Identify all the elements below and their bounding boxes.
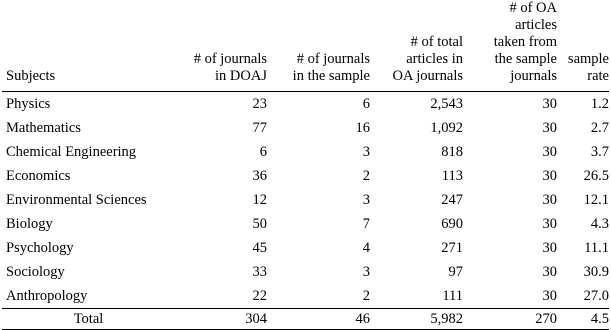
table-body	[2, 92, 609, 309]
header-line: # of total	[410, 34, 463, 50]
cell-sample-rate: 4.3	[590, 216, 609, 232]
header-row	[2, 0, 609, 92]
header-line: journals	[510, 68, 557, 84]
cell-journals-in-doaj: 50	[252, 216, 267, 232]
header-line: taken from	[493, 34, 557, 50]
cell-oa-articles-taken: 30	[542, 240, 557, 256]
cell-journals-in-doaj: 23	[252, 96, 267, 112]
cell-oa-articles-taken: 30	[542, 264, 557, 280]
table-row	[2, 92, 609, 117]
header-line: OA journals	[392, 68, 463, 84]
cell-sample-rate: 30.9	[583, 264, 609, 280]
cell-journals-in-doaj: 33	[252, 264, 267, 280]
total-sample-rate: 4.5	[557, 309, 609, 330]
cell-sample-rate: 27.0	[557, 284, 609, 309]
header-line: sample	[567, 51, 609, 67]
cell-subject: Physics	[6, 96, 51, 112]
total-journals-in-sample: 46	[267, 309, 370, 330]
table-row	[2, 116, 609, 140]
header-journals-in-doaj	[175, 0, 267, 92]
header-subjects-text: Subjects	[6, 68, 56, 84]
cell-sample-rate: 11.1	[584, 240, 609, 256]
cell-journals-in-sample: 16	[355, 120, 370, 136]
header-line: articles	[515, 17, 557, 33]
table-header	[2, 0, 609, 92]
cell-journals-in-sample: 3	[362, 264, 370, 280]
cell-journals-in-sample: 2	[267, 284, 370, 309]
cell-subject: Anthropology	[2, 284, 175, 309]
cell-journals-in-doaj: 22	[175, 284, 267, 309]
total-row	[2, 309, 609, 330]
cell-journals-in-doaj: 6	[259, 144, 267, 160]
cell-journals-in-sample: 2	[362, 168, 370, 184]
total-label: Total	[2, 309, 175, 330]
header-subjects	[2, 0, 175, 92]
header-line: in DOAJ	[215, 68, 267, 84]
cell-journals-in-doaj: 36	[252, 168, 267, 184]
cell-subject: Environmental Sciences	[6, 192, 147, 208]
cell-journals-in-doaj: 12	[252, 192, 267, 208]
cell-oa-articles-taken: 30	[463, 284, 557, 309]
cell-subject: Biology	[6, 216, 53, 232]
cell-sample-rate: 12.1	[583, 192, 609, 208]
table-row	[2, 236, 609, 260]
cell-journals-in-doaj: 45	[252, 240, 267, 256]
cell-total-articles: 271	[441, 240, 463, 256]
cell-sample-rate: 26.5	[583, 168, 609, 184]
table-footer	[2, 309, 609, 330]
header-oa-articles-taken	[463, 0, 557, 92]
header-line: articles in	[406, 51, 463, 67]
cell-total-articles: 1,092	[430, 120, 463, 136]
cell-sample-rate: 2.7	[590, 120, 609, 136]
cell-subject: Chemical Engineering	[6, 144, 137, 160]
header-line: # of journals	[193, 51, 267, 67]
header-line: rate	[587, 68, 609, 84]
cell-oa-articles-taken: 30	[542, 168, 557, 184]
cell-oa-articles-taken: 30	[542, 120, 557, 136]
cell-total-articles: 247	[441, 192, 463, 208]
header-line: # of journals	[296, 51, 370, 67]
total-journals-in-doaj: 304	[175, 309, 267, 330]
table-row	[2, 188, 609, 212]
cell-sample-rate: 3.7	[590, 144, 609, 160]
cell-oa-articles-taken: 30	[542, 216, 557, 232]
journal-sample-table	[2, 0, 609, 330]
cell-total-articles: 113	[441, 168, 463, 184]
cell-journals-in-sample: 3	[362, 192, 370, 208]
cell-oa-articles-taken: 30	[542, 192, 557, 208]
cell-sample-rate: 1.2	[590, 96, 609, 112]
cell-subject: Economics	[6, 168, 71, 184]
header-sample-rate	[557, 0, 609, 92]
cell-oa-articles-taken: 30	[542, 96, 557, 112]
cell-subject: Psychology	[6, 240, 74, 256]
cell-total-articles: 111	[370, 284, 463, 309]
table-row	[2, 212, 609, 236]
cell-journals-in-sample: 6	[362, 96, 370, 112]
cell-subject: Sociology	[6, 264, 65, 280]
cell-total-articles: 97	[448, 264, 463, 280]
cell-total-articles: 818	[441, 144, 463, 160]
table-row	[2, 164, 609, 188]
table-row	[2, 140, 609, 164]
table-row	[2, 260, 609, 284]
header-journals-in-sample	[267, 0, 370, 92]
total-oa-articles-taken: 270	[463, 309, 557, 330]
header-line: the sample	[494, 51, 557, 67]
cell-journals-in-doaj: 77	[252, 120, 267, 136]
cell-journals-in-sample: 3	[362, 144, 370, 160]
cell-total-articles: 2,543	[430, 96, 463, 112]
table-row	[2, 284, 609, 309]
cell-journals-in-sample: 7	[362, 216, 370, 232]
header-line: in the sample	[292, 68, 370, 84]
cell-subject: Mathematics	[6, 120, 81, 136]
cell-oa-articles-taken: 30	[542, 144, 557, 160]
header-line: # of OA	[509, 0, 557, 16]
header-total-articles	[370, 0, 463, 92]
total-articles: 5,982	[370, 309, 463, 330]
cell-total-articles: 690	[441, 216, 463, 232]
cell-journals-in-sample: 4	[362, 240, 370, 256]
